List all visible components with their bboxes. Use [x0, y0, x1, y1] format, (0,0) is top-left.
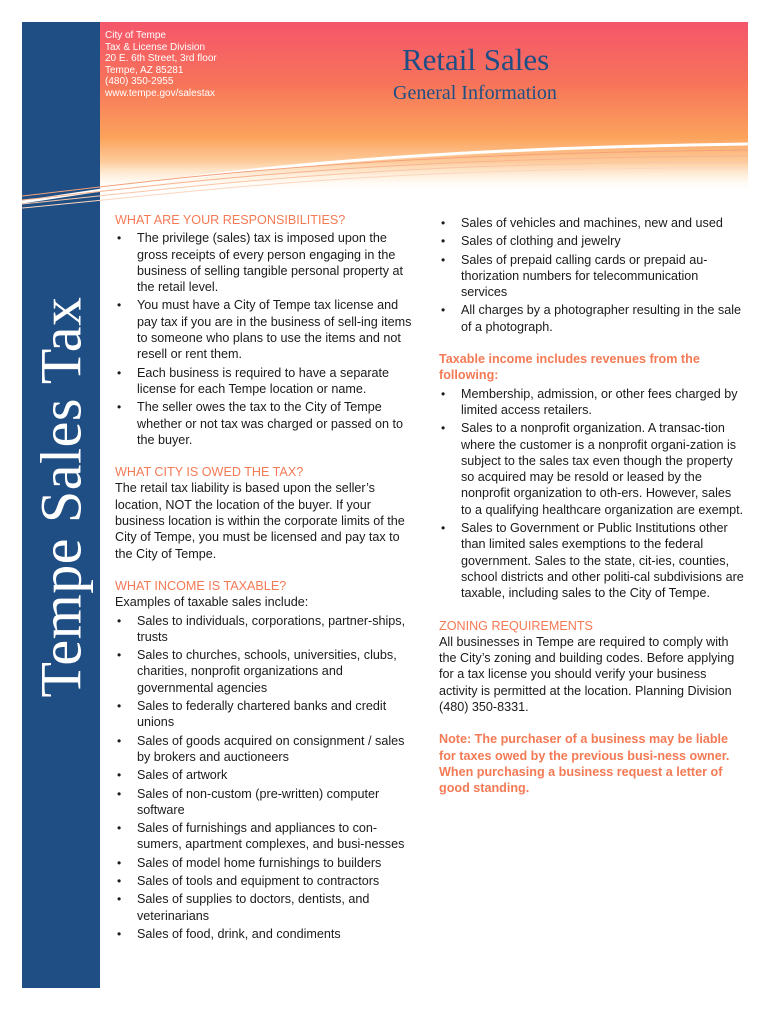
zoning-text: All businesses in Tempe are required to comply with the City’s zoning and building codes. Before applying for a tax license you should verify your business activity is permitted at the location. Planning Division (480) 350-8331.: [439, 634, 735, 715]
list-item: • The seller owes the tax to the City of Tempe whether or not tax was charged or passed on to the buyer.: [115, 399, 420, 448]
list-item: • Sales of tools and equipment to contractors: [115, 873, 420, 889]
page-title: Retail Sales: [402, 42, 550, 77]
list-item: • Sales of furnishings and appliances to con-sumers, apartment complexes, and busi-nesses: [115, 820, 420, 853]
list-item: • Sales of artwork: [115, 767, 420, 783]
contact-block: [105, 30, 217, 100]
taxable-income-list: [439, 386, 745, 602]
contact-website[interactable]: www.tempe.gov/salestax: [105, 87, 216, 99]
list-item: • Sales to federally chartered banks and credit unions: [115, 698, 420, 731]
list-item: • You must have a City of Tempe tax license and pay tax if you are in the business of sell-ing items to someone who plans to use the items and not resell or rent them.: [115, 297, 420, 362]
list-item: • Sales of model home furnishings to builders: [115, 855, 420, 871]
purchaser-note: Note: The purchaser of a business may be liable for taxes owed by the previous busi-ness owner. When purchasing a business request a letter of good standing.: [439, 732, 730, 796]
list-item: • The privilege (sales) tax is imposed upon the gross receipts of every person engaging in the business of selling tangible personal property at the retail level.: [115, 230, 420, 295]
taxable-income-heading: Taxable income includes revenues from the following:: [439, 352, 700, 383]
list-item: • Sales to individuals, corporations, partner-ships, trusts: [115, 613, 420, 646]
zoning-heading: ZONING REQUIREMENTS: [439, 618, 593, 633]
list-item: • Sales of goods acquired on consignment / sales by brokers and auctioneers: [115, 733, 420, 766]
contact-city-state: Tempe, AZ 85281: [105, 64, 184, 76]
list-item: • Sales of non-custom (pre-written) computer software: [115, 786, 420, 819]
contact-street: 20 E. 6th Street, 3rd floor: [105, 53, 217, 65]
list-item: • Sales to churches, schools, universities, clubs, charities, nonprofit organizations and governmental agencies: [115, 647, 420, 696]
taxable-sales-list: [115, 613, 420, 943]
income-taxable-intro: Examples of taxable sales include:: [115, 595, 309, 610]
page-subtitle: General Information: [393, 82, 557, 104]
left-column: [115, 212, 420, 942]
additional-sales-list: [439, 215, 745, 335]
list-item: • Sales of supplies to doctors, dentists, and veterinarians: [115, 891, 420, 924]
list-item: • Sales of food, drink, and condiments: [115, 926, 420, 942]
contact-phone: (480) 350-2955: [105, 76, 174, 88]
list-item: • Sales of prepaid calling cards or prepaid au-thorization numbers for telecommunication services: [439, 252, 745, 301]
city-owed-heading: WHAT CITY IS OWED THE TAX?: [115, 465, 304, 480]
list-item: • Sales to a nonprofit organization. A transac-tion where the customer is a nonprofit organi-zation is subject to the sales tax even though the property so acquired may be resold or leased by the nonprofit organization to oth-ers. However, sales to a qualifying healthcare organization are exempt.: [439, 420, 745, 518]
list-item: • Sales to Government or Public Institutions other than limited sales exemptions to the federal government. Sales to the state, cit-ies, counties, school districts and other politi-cal subdivisions are taxable, including sales to the City of Tempe.: [439, 520, 745, 601]
city-owed-text: The retail tax liability is based upon the seller’s location, NOT the location of the buyer. If your business location is within the corporate limits of the City of Tempe, you must be licensed and pay tax to the City of Tempe.: [115, 481, 405, 561]
list-item: • All charges by a photographer resulting in the sale of a photograph.: [439, 302, 745, 335]
sidebar-title: Tempe Sales Tax: [28, 296, 94, 698]
contact-city: City of Tempe: [105, 30, 166, 41]
swoosh-decoration: [22, 140, 748, 210]
contact-division: Tax & License Division: [105, 41, 206, 53]
responsibilities-list: [115, 230, 420, 448]
list-item: • Sales of clothing and jewelry: [439, 233, 745, 249]
list-item: • Sales of vehicles and machines, new and used: [439, 215, 745, 231]
responsibilities-heading: WHAT ARE YOUR RESPONSIBILITIES?: [115, 213, 346, 227]
list-item: • Membership, admission, or other fees charged by limited access retailers.: [439, 386, 745, 419]
list-item: • Each business is required to have a separate license for each Tempe location or name.: [115, 365, 420, 398]
income-taxable-heading: WHAT INCOME IS TAXABLE?: [115, 578, 287, 593]
right-column: [439, 213, 745, 797]
